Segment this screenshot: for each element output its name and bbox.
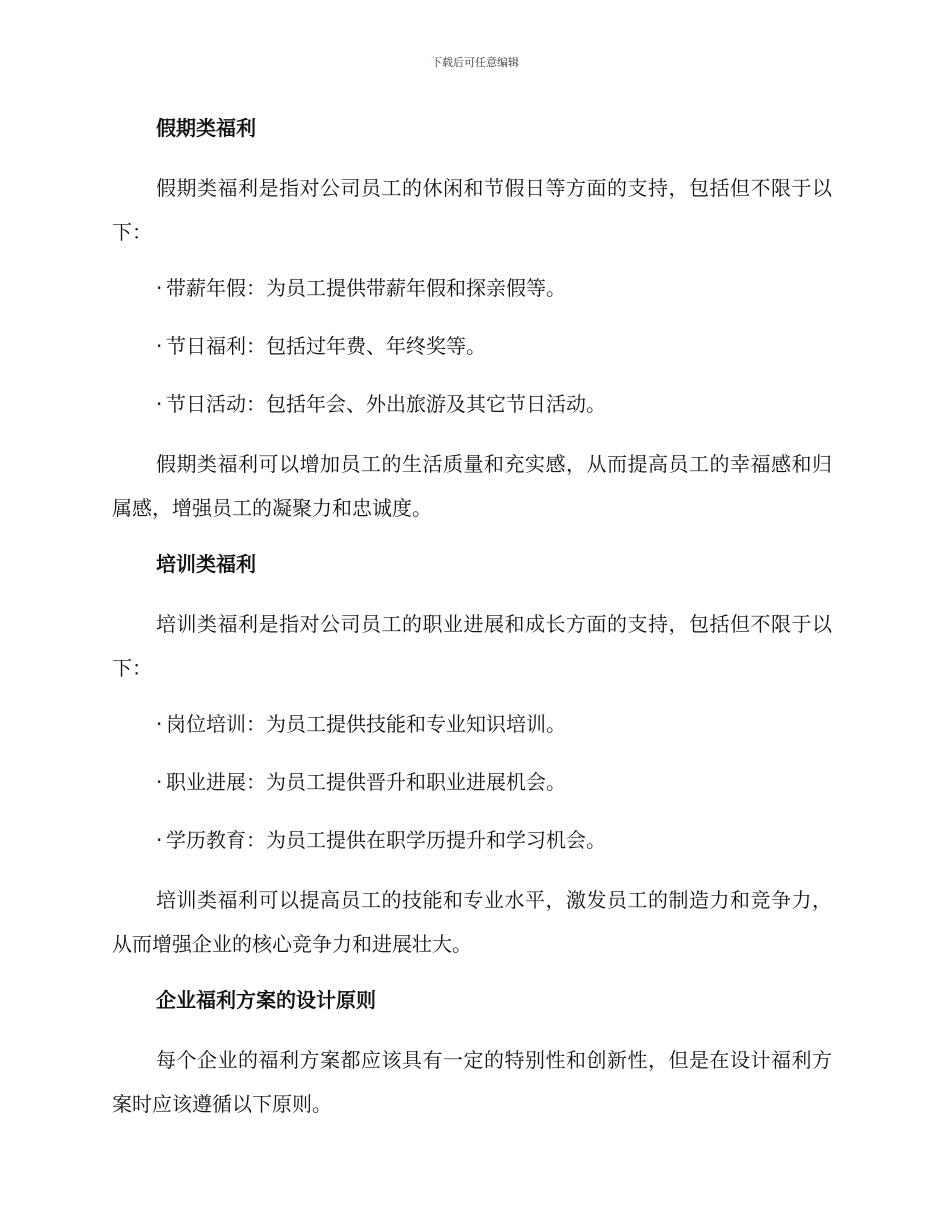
bullet-text: 职业进展：为员工提供晋升和职业进展机会。 bbox=[166, 770, 566, 794]
bullet-item bbox=[112, 268, 832, 308]
section-heading-design-principles: 企业福利方案的设计原则 bbox=[156, 988, 376, 1012]
bullet-dot: · bbox=[156, 828, 163, 852]
bullet-text: 带薪年假：为员工提供带薪年假和探亲假等。 bbox=[166, 276, 566, 300]
bullet-item bbox=[112, 704, 832, 744]
bullet-dot: · bbox=[156, 334, 163, 358]
document-body bbox=[112, 108, 832, 1140]
section-summary-training: 培训类福利可以提高员工的技能和专业水平，激发员工的制造力和竞争力，从而增强企业的核心竞争力和进展壮大。 bbox=[112, 888, 832, 956]
bullet-text: 学历教育：为员工提供在职学历提升和学习机会。 bbox=[166, 828, 606, 852]
bullet-dot: · bbox=[156, 770, 163, 794]
section-intro-training: 培训类福利是指对公司员工的职业进展和成长方面的支持，包括但不限于以下： bbox=[112, 612, 832, 680]
bullet-text: 节日福利：包括过年费、年终奖等。 bbox=[166, 334, 486, 358]
section-summary-vacation: 假期类福利可以增加员工的生活质量和充实感，从而提高员工的幸福感和归属感，增强员工的凝聚力和忠诚度。 bbox=[112, 452, 832, 520]
bullet-dot: · bbox=[156, 276, 163, 300]
bullet-item bbox=[112, 326, 832, 366]
bullet-item bbox=[112, 384, 832, 424]
section-heading-training: 培训类福利 bbox=[156, 552, 256, 576]
bullet-dot: · bbox=[156, 392, 163, 416]
bullet-item bbox=[112, 762, 832, 802]
bullet-dot: · bbox=[156, 712, 163, 736]
page-header: 下载后可任意编辑 bbox=[431, 56, 519, 69]
section-intro-design-principles: 每个企业的福利方案都应该具有一定的特别性和创新性，但是在设计福利方案时应该遵循以下原则。 bbox=[112, 1048, 832, 1116]
section-intro-vacation: 假期类福利是指对公司员工的休闲和节假日等方面的支持，包括但不限于以下： bbox=[112, 176, 832, 244]
bullet-text: 节日活动：包括年会、外出旅游及其它节日活动。 bbox=[166, 392, 606, 416]
bullet-item bbox=[112, 820, 832, 860]
section-heading-vacation: 假期类福利 bbox=[156, 116, 256, 140]
bullet-text: 岗位培训：为员工提供技能和专业知识培训。 bbox=[166, 712, 566, 736]
